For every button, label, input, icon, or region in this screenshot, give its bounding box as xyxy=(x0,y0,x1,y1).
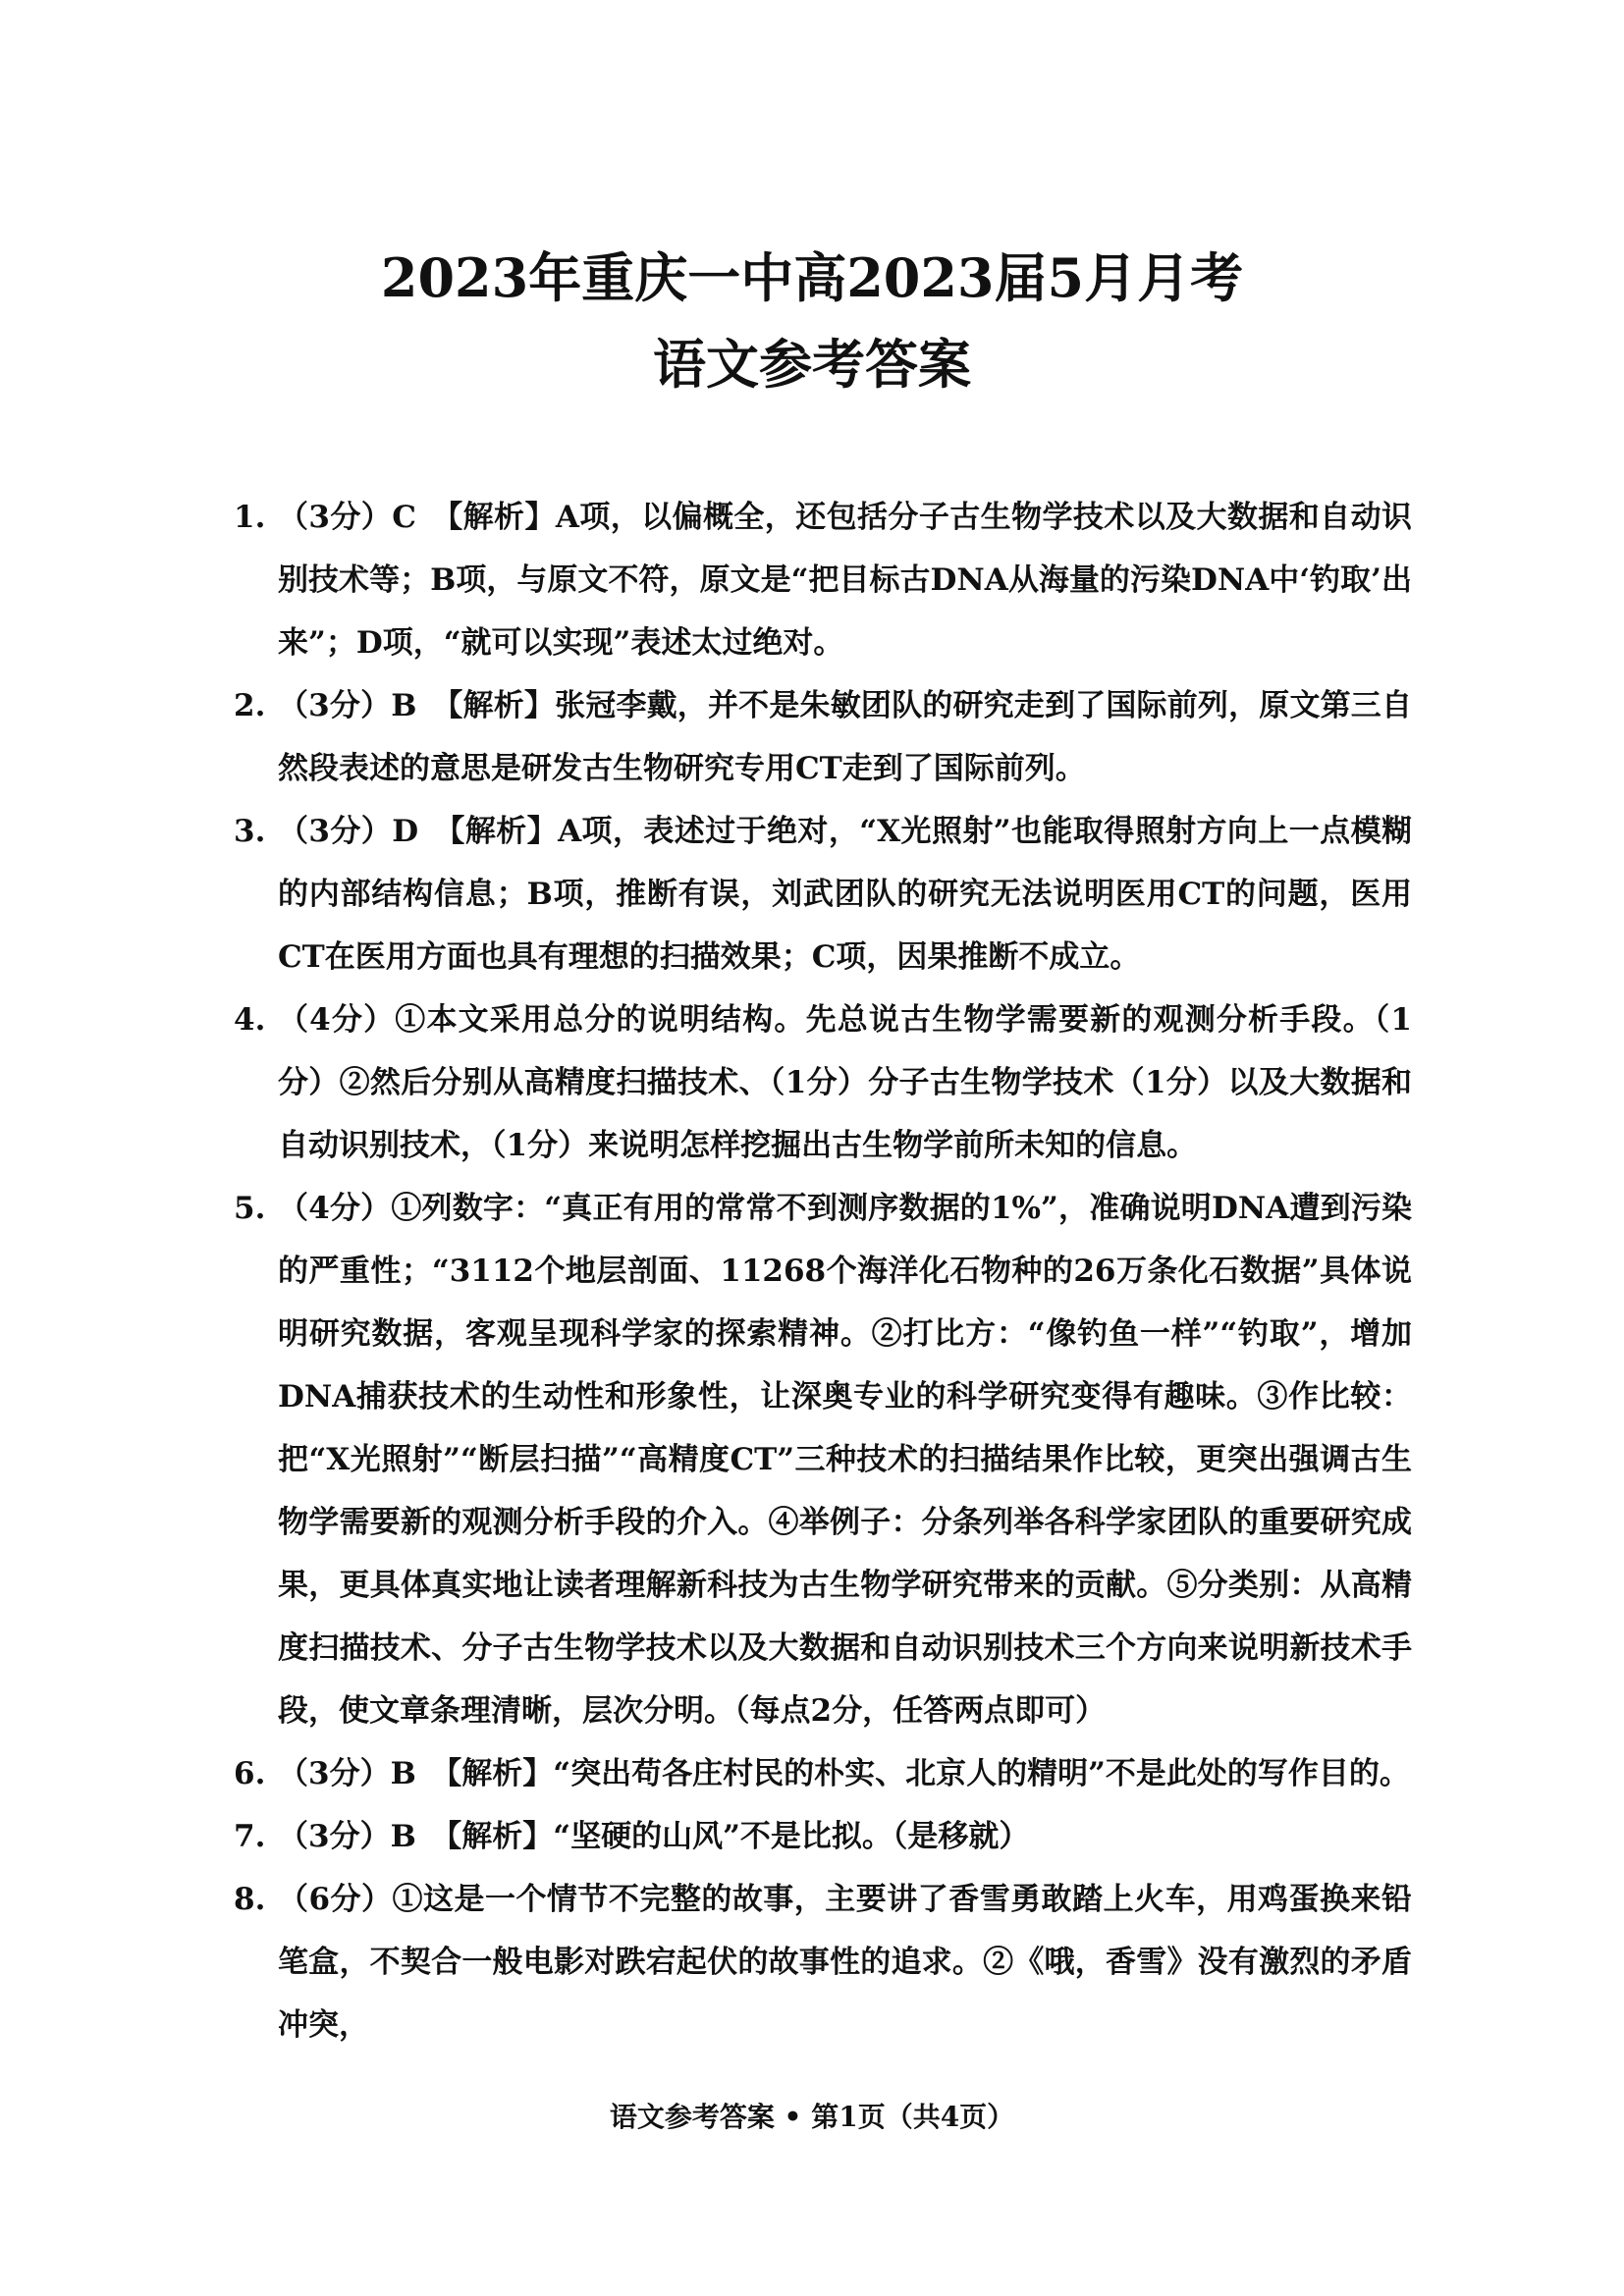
answer-number: 1. xyxy=(234,500,266,535)
answer-number: 3. xyxy=(234,814,266,849)
page-subtitle: 语文参考答案 xyxy=(653,333,971,396)
answer-number: 4. xyxy=(234,1002,266,1038)
answer-item-3 xyxy=(234,800,1412,988)
answer-text: （4分）①本文采用总分的说明结构。先总说古生物学需要新的观测分析手段。（1分）②然后分别从高精度扫描技术、（1分）分子古生物学技术（1分）以及大数据和自动识别技术，（1分）来说明怎样挖掘出古生物学前所未知的信息。 xyxy=(278,1002,1412,1163)
answer-item-1 xyxy=(234,486,1412,674)
answer-text: （3分）B 【解析】张冠李戴，并不是朱敏团队的研究走到了国际前列，原文第三自然段表述的意思是研发古生物研究专用CT走到了国际前列。 xyxy=(278,688,1412,786)
answer-item-4 xyxy=(234,988,1412,1177)
answer-number: 8. xyxy=(234,1882,266,1917)
answer-number: 5. xyxy=(234,1191,266,1226)
answer-item-2 xyxy=(234,674,1412,800)
page-footer: 语文参考答案 • 第1页（共4页） xyxy=(609,2101,1015,2133)
answer-text: （3分）B 【解析】“坚硬的山风”不是比拟。（是移就） xyxy=(278,1819,1030,1854)
answer-text: （6分）①这是一个情节不完整的故事，主要讲了香雪勇敢踏上火车，用鸡蛋换来铅笔盒，不契合一般电影对跌宕起伏的故事性的追求。②《哦，香雪》没有激烈的矛盾冲突， xyxy=(278,1882,1412,2043)
answer-number: 7. xyxy=(234,1819,266,1854)
answer-item-8 xyxy=(234,1868,1412,2056)
answer-text: （3分）B 【解析】“突出苟各庄村民的朴实、北京人的精明”不是此处的写作目的。 xyxy=(278,1756,1410,1791)
answer-number: 2. xyxy=(234,688,266,723)
answer-text: （3分）C 【解析】A项，以偏概全，还包括分子古生物学技术以及大数据和自动识别技术等；B项，与原文不符，原文是“把目标古DNA从海量的污染DNA中‘钓取’出来”；D项，“就可以实现”表述太过绝对。 xyxy=(278,500,1412,661)
answer-item-6 xyxy=(234,1742,1412,1805)
answer-number: 6. xyxy=(234,1756,266,1791)
answer-text: （3分）D 【解析】A项，表述过于绝对，“X光照射”也能取得照射方向上一点模糊的内部结构信息；B项，推断有误，刘武团队的研究无法说明医用CT的问题，医用CT在医用方面也具有理想的扫描效果；C项，因果推断不成立。 xyxy=(278,814,1412,975)
answer-item-5 xyxy=(234,1177,1412,1742)
answer-text: （4分）①列数字：“真正有用的常常不到测序数据的1%”，准确说明DNA遭到污染的严重性；“3112个地层剖面、11268个海洋化石物种的26万条化石数据”具体说明研究数据，客观呈现科学家的探索精神。②打比方：“像钓鱼一样”“钓取”，增加DNA捕获技术的生动性和形象性，让深奥专业的科学研究变得有趣味。③作比较：把“X光照射”“断层扫描”“高精度CT”三种技术的扫描结果作比较，更突出强调古生物学需要新的观测分析手段的介入。④举例子：分条列举各科学家团队的重要研究成果，更具体真实地让读者理解新科技为古生物学研究带来的贡献。⑤分类别：从高精度扫描技术、分子古生物学技术以及大数据和自动识别技术三个方向来说明新技术手段，使文章条理清晰，层次分明。（每点2分，任答两点即可） xyxy=(278,1191,1412,1729)
answer-item-7 xyxy=(234,1805,1412,1868)
page-title: 2023年重庆一中高2023届5月月考 xyxy=(380,246,1244,309)
answer-list xyxy=(234,486,1412,2056)
